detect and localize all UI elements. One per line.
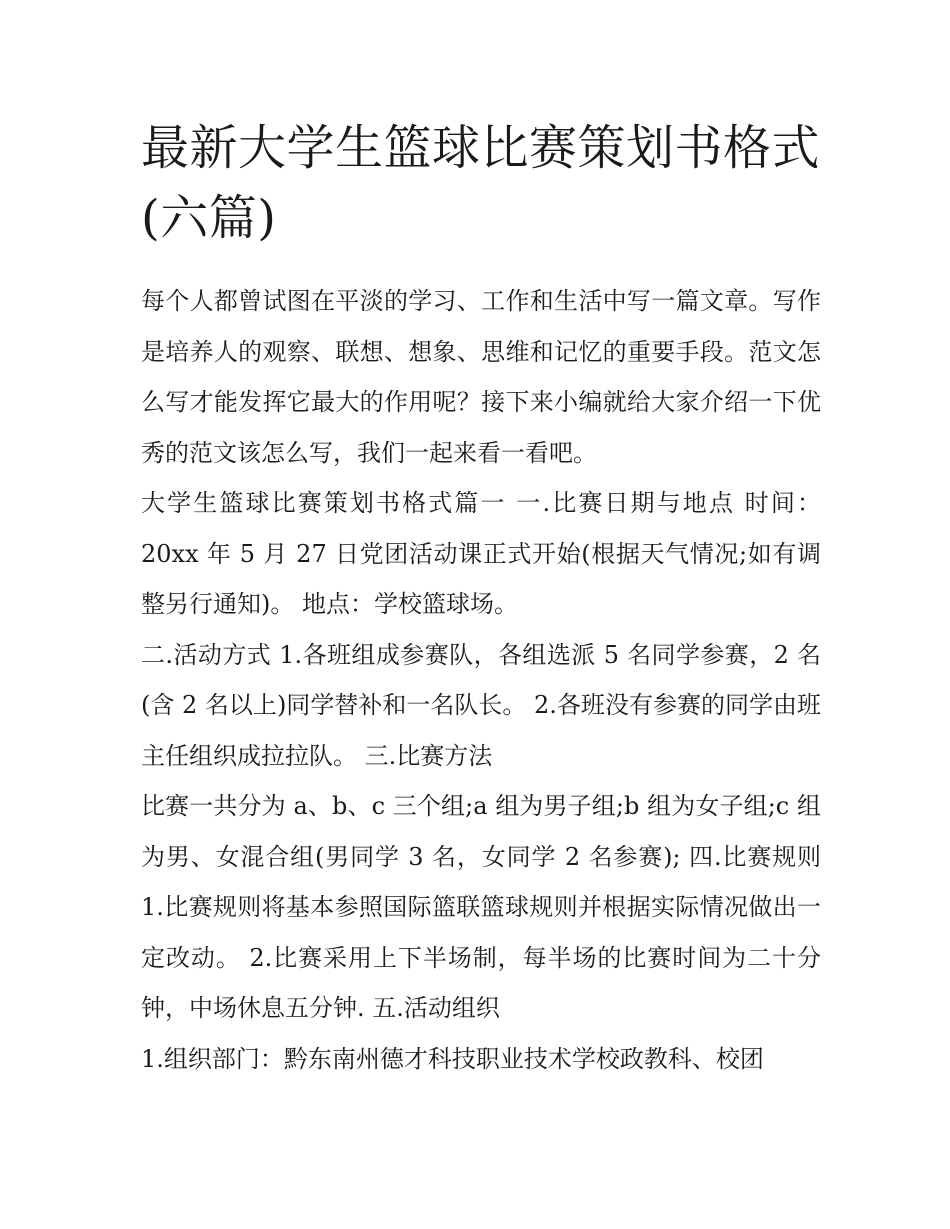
paragraph-date-location: 大学生篮球比赛策划书格式篇一 一.比赛日期与地点 时间：20xx 年 5 月 27 日党团活动课正式开始(根据天气情况;如有调整另行通知)。 地点：学校篮球场。 <box>141 489 821 618</box>
paragraph-groups-rules: 比赛一共分为 a、b、c 三个组;a 组为男子组;b 组为女子组;c 组为男、女混合组(男同学 3 名，女同学 2 名参赛); 四.比赛规则 1.比赛规则将基本参照国际篮联篮球规则并根据实际情况做出一定改动。 2.比赛采用上下半场制，每半场的比赛时间为二十分钟，中场休息五分钟. 五.活动组织 <box>141 792 821 1022</box>
paragraph-organization: 1.组织部门：黔东南州德才科技职业技术学校政教科、校团 <box>141 1044 764 1073</box>
document-body <box>141 113 821 1084</box>
paragraph-intro: 每个人都曾试图在平淡的学习、工作和生活中写一篇文章。写作是培养人的观察、联想、想象、思维和记忆的重要手段。范文怎么写才能发挥它最大的作用呢？接下来小编就给大家介绍一下优秀的范文该怎么写，我们一起来看一看吧。 <box>141 287 821 467</box>
paragraph-activity-format: 二.活动方式 1.各班组成参赛队，各组选派 5 名同学参赛，2 名(含 2 名以上)同学替补和一名队长。 2.各班没有参赛的同学由班主任组织成拉拉队。 三.比赛方法 <box>141 640 821 770</box>
document-title: 最新大学生篮球比赛策划书格式(六篇) <box>141 120 821 246</box>
